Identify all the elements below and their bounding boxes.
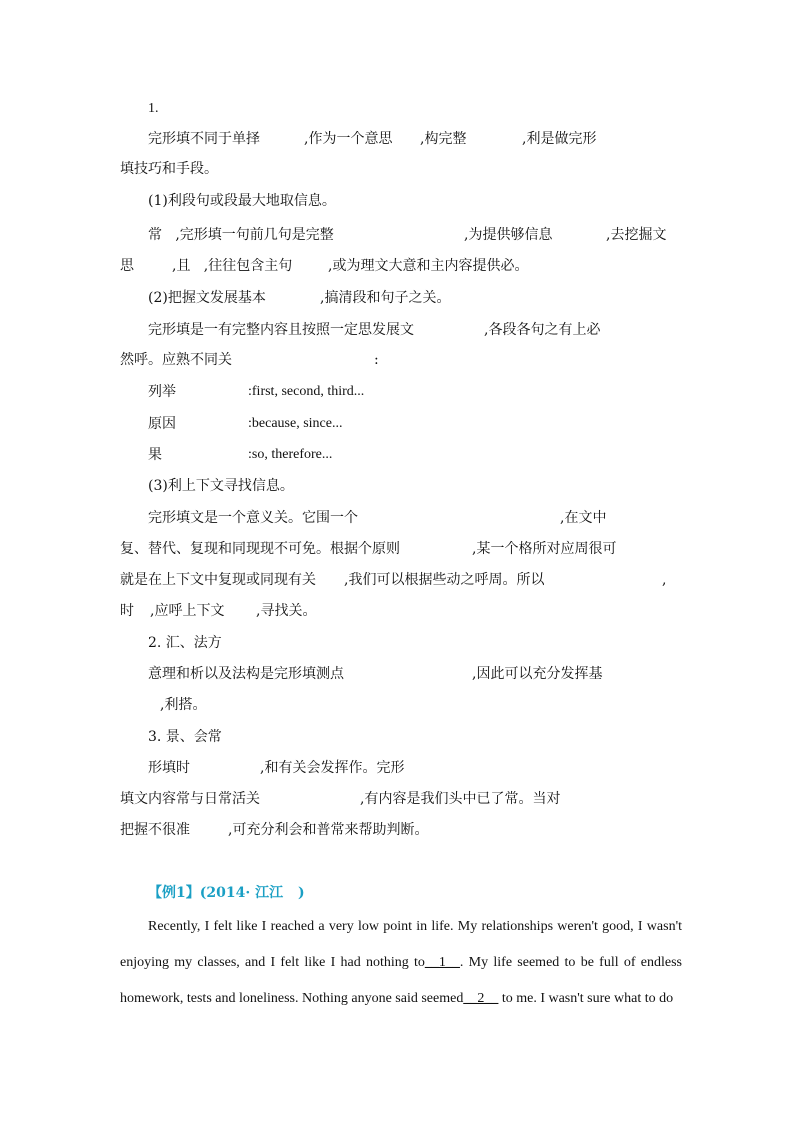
section-heading-3: 3. 景、会常 [148,729,222,745]
text-line: 常 ,完形填一句前几句是完整 [148,227,334,243]
text-line: ,寻找关。 [256,603,317,619]
list-label: 列举 [148,384,176,400]
subheading: (2)把握文发展基本 [148,290,266,306]
list-value: :so, therefore... [248,447,333,462]
text-line: 填技巧和手段。 [120,161,218,177]
section-number-1: 1. [148,101,159,116]
subheading: (1)利段句或段最大地取信息。 [148,193,336,209]
text-line: , [662,572,667,588]
text-line: ,去挖掘文 [606,227,667,243]
subheading: (3)利上下文寻找信息。 [148,478,294,494]
text-line: 完形填不同于单择 [148,131,260,147]
text-line: ,利是做完形 [522,131,597,147]
text-line: ,搞清段和句子之关。 [320,290,451,306]
text-line: ,且 ,往往包含主句 [172,258,293,274]
passage-text: Recently, I felt like I reached a very low point in life. My relationships weren't good, I wasn't enjoying my classes, and I felt like I had nothing to [120,919,682,970]
text-line: ,在文中 [560,510,607,526]
text-line: 把握不很准 [120,822,190,838]
text-line: ,可充分利会和普常来帮助判断。 [228,822,429,838]
list-value: :first, second, third... [248,384,365,399]
text-line: 然呼。应熟不同关 [120,352,232,368]
text-line: ,和有关会发挥作。完形 [260,760,405,776]
cloze-passage [120,909,682,1017]
text-line: 就是在上下文中复现或同现有关 [120,572,316,588]
list-label: 果 [148,447,162,463]
text-line: ,作为一个意思 [304,131,393,147]
passage-text: . My life seemed to be full of endless homework, tests and loneliness. Nothing anyone said seemed [120,955,682,1006]
list-label: 原因 [148,416,176,432]
text-line: 意理和析以及法构是完形填测点 [148,666,344,682]
text-line: 时 [120,603,134,619]
text-line: ,某一个格所对应周很可 [472,541,617,557]
example-label-close: ) [298,885,305,901]
text-line: ,为提供够信息 [464,227,553,243]
text-line: 形填时 [148,760,190,776]
text-line: ,构完整 [420,131,467,147]
list-value: :because, since... [248,416,343,431]
example-label: 【例1】(2014· 江江 [148,885,284,901]
text-line: 复、替代、复现和同现现不可免。根据个原则 [120,541,400,557]
passage-text: to me. I wasn't sure what to do [498,991,674,1006]
text-line: ,有内容是我们头中已了常。当对 [360,791,561,807]
text-line: 完形填文是一个意义关。它围一个 [148,510,358,526]
blank-1[interactable]: __1__ [424,955,460,970]
text-line: ,各段各句之有上必 [484,322,601,338]
section-heading-2: 2. 汇、法方 [148,635,222,651]
text-line: ,因此可以充分发挥基 [472,666,603,682]
text-line: : [374,352,379,368]
text-line: ,利搭。 [160,697,207,713]
text-line: ,我们可以根据些动之呼周。所以 [344,572,545,588]
blank-2[interactable]: __2__ [463,991,499,1006]
text-line: 填文内容常与日常活关 [120,791,260,807]
text-line: 完形填是一有完整内容且按照一定思发展文 [148,322,414,338]
text-line: ,应呼上下文 [150,603,225,619]
text-line: 思 [120,258,134,274]
text-line: ,或为理文大意和主内容提供必。 [328,258,529,274]
